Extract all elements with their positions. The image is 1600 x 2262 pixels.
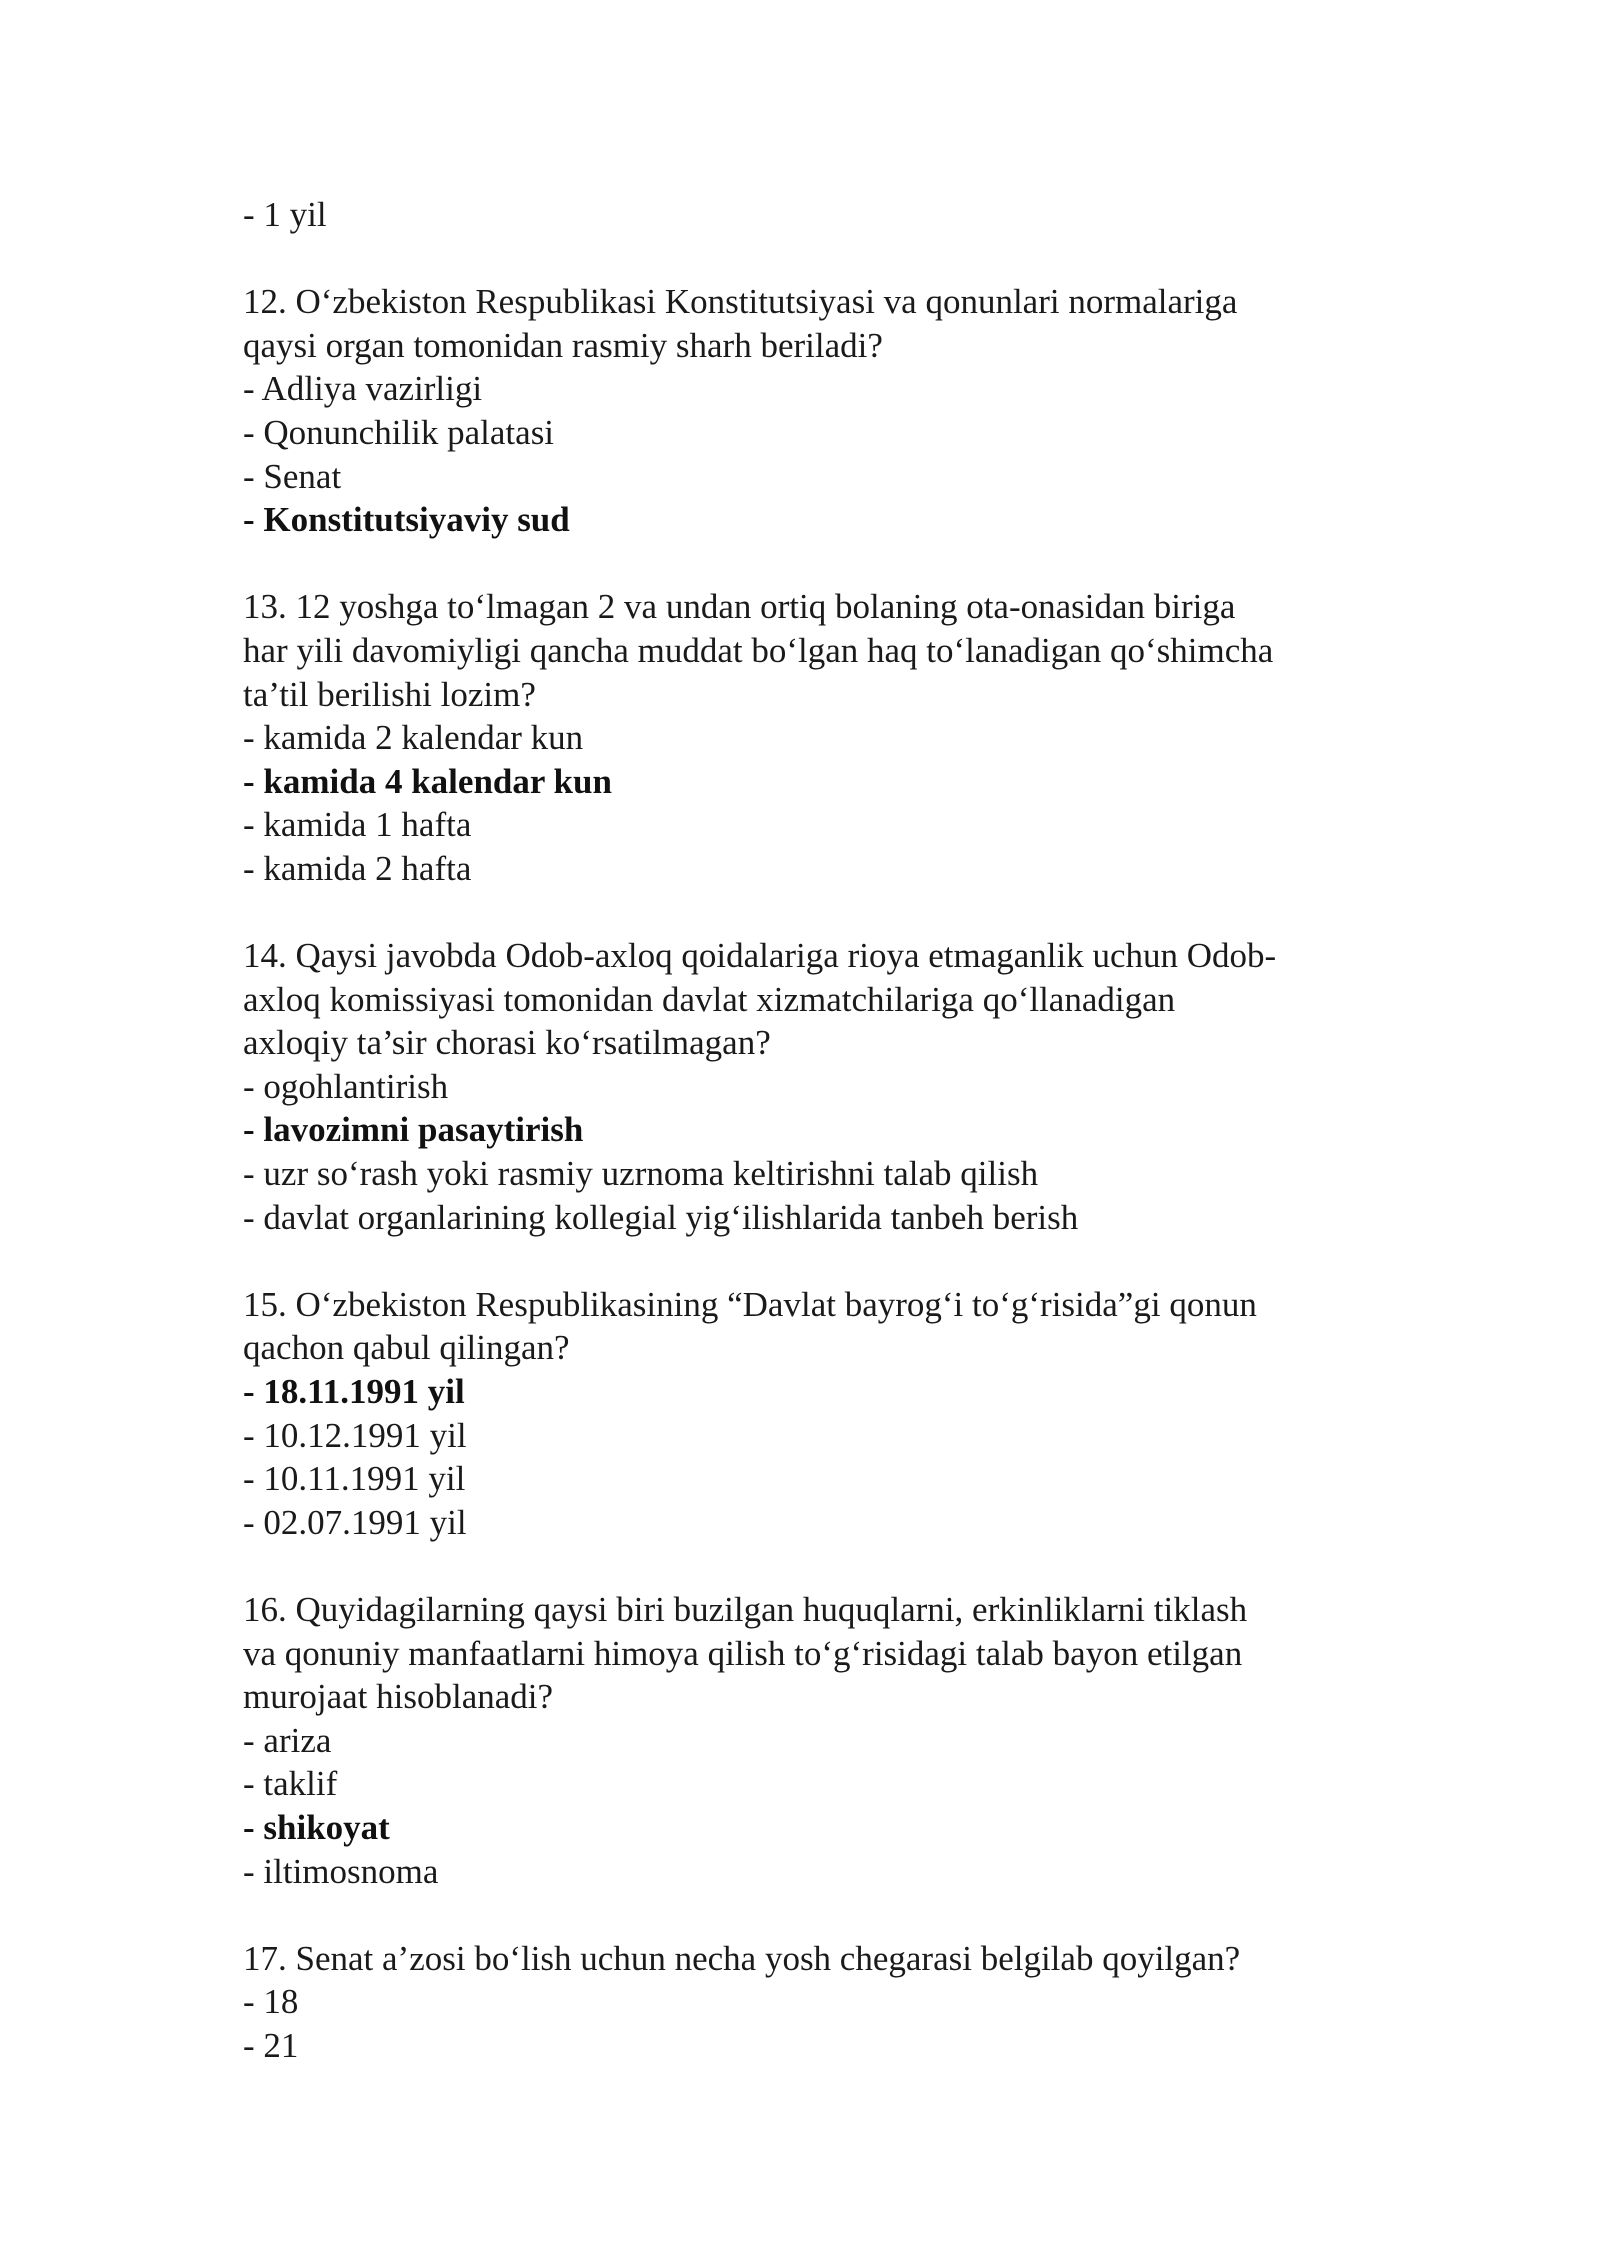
question-block-15 [243, 1283, 1403, 1545]
answer-option: - Qonunchilik palatasi [243, 412, 555, 452]
question-text: murojaat hisoblanadi? [243, 1677, 554, 1717]
answer-option: - 21 [243, 2025, 299, 2065]
answer-option: - Adliya vazirligi [243, 369, 483, 409]
question-text: qaysi organ tomonidan rasmiy sharh beriladi? [243, 325, 883, 365]
answer-option: - davlat organlarining kollegial yig‘ilishlarida tanbeh berish [243, 1197, 1079, 1237]
question-text: 12. O‘zbekiston Respublikasi Konstitutsiyasi va qonunlari normalariga [243, 282, 1238, 322]
spacer [243, 1239, 1403, 1283]
spacer [243, 1544, 1403, 1588]
question-text: har yili davomiyligi qancha muddat bo‘lgan haq to‘lanadigan qo‘shimcha [243, 630, 1274, 670]
answer-option: - Senat [243, 456, 342, 496]
answer-option: - ogohlantirish [243, 1066, 449, 1106]
question-text: 16. Quyidagilarning qaysi biri buzilgan huquqlarni, erkinliklarni tiklash [243, 1590, 1248, 1629]
question-text: qachon qabul qilingan? [243, 1328, 570, 1368]
answer-option: - kamida 2 hafta [243, 848, 472, 888]
question-text: axloq komissiyasi tomonidan davlat xizmatchilariga qo‘llanadigan [243, 979, 1176, 1019]
correct-answer-option: - 18.11.1991 yil [243, 1372, 465, 1412]
question-text: 15. O‘zbekiston Respublikasining “Davlat bayrog‘i to‘g‘risida”gi qonun [243, 1284, 1257, 1324]
question-block-13 [243, 585, 1403, 890]
spacer [243, 542, 1403, 586]
question-block-16 [243, 1588, 1403, 1893]
spacer [243, 891, 1403, 935]
question-text: 13. 12 yoshga to‘lmagan 2 va undan ortiq bolaning ota-onasidan biriga [243, 587, 1236, 627]
question-text: axloqiy ta’sir chorasi ko‘rsatilmagan? [243, 1023, 771, 1063]
answer-option: - 1 yil [243, 195, 327, 234]
correct-answer-option: - Konstitutsiyaviy sud [243, 500, 570, 540]
question-block-12 [243, 280, 1403, 542]
correct-answer-option: - shikoyat [243, 1807, 390, 1847]
answer-option: - uzr so‘rash yoki rasmiy uzrnoma keltirishni talab qilish [243, 1154, 1039, 1194]
question-text: 17. Senat a’zosi bo‘lish uchun necha yosh chegarasi belgilab qoyilgan? [243, 1938, 1241, 1978]
answer-option: - taklif [243, 1764, 338, 1804]
previous-question-tail [243, 193, 1403, 237]
answer-option: - 18 [243, 1982, 299, 2022]
question-block-17 [243, 1937, 1403, 2068]
correct-answer-option: - lavozimni pasaytirish [243, 1110, 584, 1150]
answer-option: - 10.11.1991 yil [243, 1459, 466, 1499]
correct-answer-option: - kamida 4 kalendar kun [243, 761, 612, 801]
document-page [243, 193, 1403, 2068]
answer-option: - kamida 2 kalendar kun [243, 718, 584, 758]
question-block-14 [243, 934, 1403, 1239]
question-text: ta’til berilishi lozim? [243, 674, 536, 714]
spacer [243, 237, 1403, 281]
answer-option: - ariza [243, 1720, 332, 1760]
question-text: va qonuniy manfaatlarni himoya qilish to‘g‘risidagi talab bayon etilgan [243, 1633, 1243, 1673]
spacer [243, 1893, 1403, 1937]
answer-option: - kamida 1 hafta [243, 805, 472, 845]
answer-option: - 10.12.1991 yil [243, 1415, 467, 1455]
question-text: 14. Qaysi javobda Odob-axloq qoidalariga rioya etmaganlik uchun Odob- [243, 936, 1277, 976]
answer-option: - 02.07.1991 yil [243, 1502, 467, 1542]
answer-option: - iltimosnoma [243, 1851, 439, 1891]
